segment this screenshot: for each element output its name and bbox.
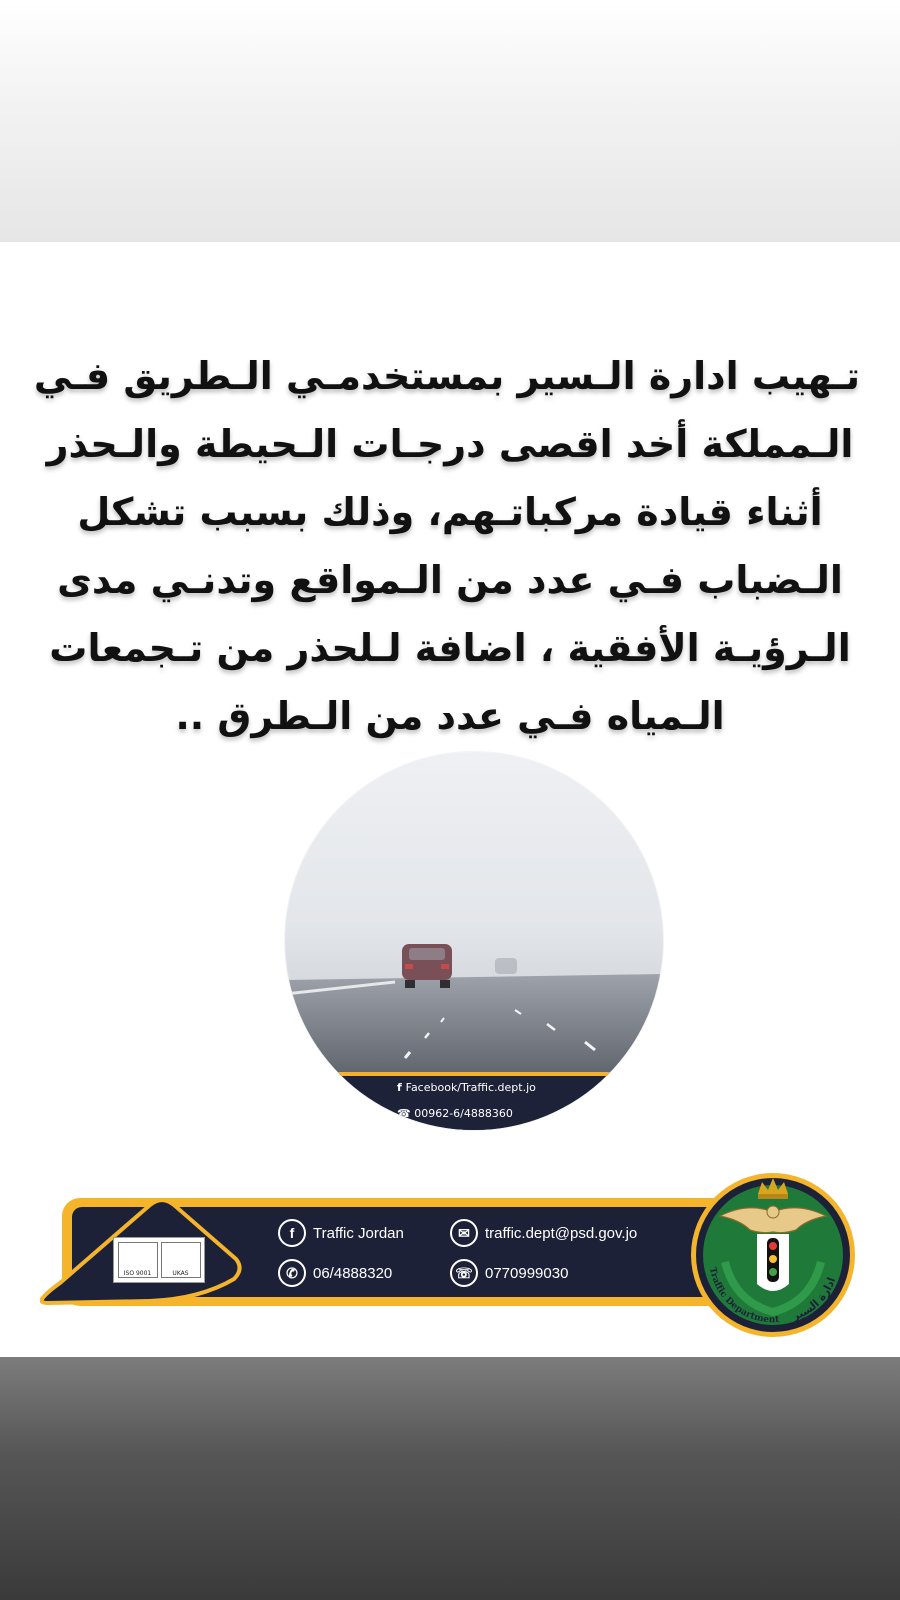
emblem-arabic-text: ادارة السير (790, 1275, 839, 1323)
ukas-badge: UKAS (161, 1242, 201, 1278)
message-line-2: الـمملكة أخد اقصى درجـات الـحيطة والـحذر (46, 422, 854, 466)
facebook-label: Traffic Jordan (313, 1224, 404, 1242)
whatsapp-label: 0770999030 (485, 1264, 569, 1282)
message-line-4: الـضباب فـي عدد من الـمواقع وتدنـي مدى (57, 558, 843, 602)
emblem-english-text: Traffic Department (706, 1266, 780, 1326)
facebook-contact[interactable] (278, 1219, 404, 1247)
email-contact[interactable] (450, 1219, 637, 1247)
photo-phone-text (397, 1107, 513, 1120)
bottom-gradient-band (0, 1357, 900, 1600)
phone-icon: ✆ (278, 1259, 306, 1287)
phone-contact[interactable] (278, 1259, 392, 1287)
photo-partial-text: jo (343, 1082, 353, 1095)
message-line-3: أثناء قيادة مركباتـهم، وذلك بسبب تشكل (77, 490, 823, 534)
message-line-6: الـمياه فـي عدد من الـطرق .. (175, 694, 725, 738)
facebook-icon: f (278, 1219, 306, 1247)
iso-badge: ISO 9001 (118, 1242, 158, 1278)
email-label: traffic.dept@psd.gov.jo (485, 1224, 638, 1242)
photo-phone-icon: ☎ (397, 1107, 415, 1120)
whatsapp-icon: ☏ (450, 1259, 478, 1287)
top-gradient-band (0, 0, 900, 242)
message-line-1: تـهيب ادارة الـسير بمستخدمـي الـطريق فـي (33, 354, 860, 398)
photo-facebook-icon: f (397, 1081, 406, 1094)
message-line-5: الـرؤيـة الأفقية ، اضافة لـلحذر من تـجمعات (49, 626, 851, 670)
email-icon: ✉ (450, 1219, 478, 1247)
warning-message (33, 342, 860, 750)
traffic-department-emblem (690, 1172, 856, 1338)
photo-facebook-text (397, 1081, 536, 1094)
photo-facebook-label: Facebook/Traffic.dept.jo (405, 1081, 536, 1094)
phone-label: 06/4888320 (313, 1264, 393, 1282)
photo-phone-label: 00962-6/4888360 (414, 1107, 513, 1120)
whatsapp-contact[interactable] (450, 1259, 568, 1287)
certification-badges (113, 1237, 205, 1283)
fog-road-photo (285, 752, 663, 1130)
